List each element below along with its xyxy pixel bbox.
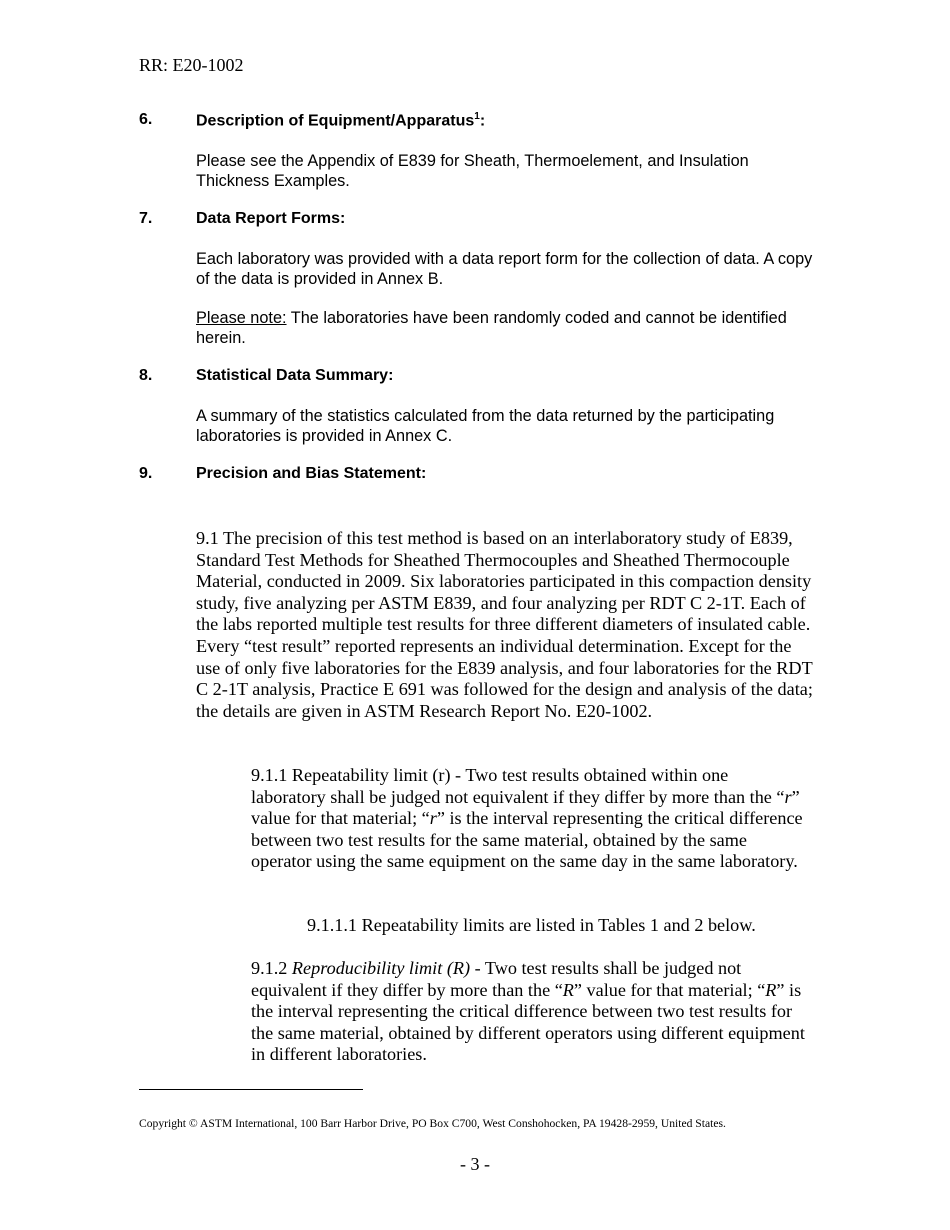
note-body: The laboratories have been randomly coded and cannot be identified herein. — [196, 309, 787, 347]
p912-part3: ” is the interval representing the critical difference between two test results for the same material, obtained by different operators using different equipment in different laboratories. — [251, 979, 805, 1065]
section-6-title-text: Description of Equipment/Apparatus — [196, 112, 475, 130]
p912-num: 9.1.2 — [251, 958, 292, 978]
p911-part3: ” is the interval representing the critical difference between two test results for the same material, obtained by the same operator using the same equipment on the same day in the same laboratory. — [251, 808, 803, 872]
p912-part2: ” value for that material; “ — [573, 979, 766, 1000]
note-label: Please note: — [196, 309, 287, 327]
report-id-header: RR: E20-1002 — [139, 55, 244, 75]
paragraph-9-1-1 — [251, 765, 806, 873]
section-8-body: A summary of the statistics calculated from the data returned by the participating laboratories is provided in Annex C. — [196, 407, 775, 445]
section-6-body: Please see the Appendix of E839 for Sheath, Thermoelement, and Insulation Thickness Examples. — [196, 152, 749, 190]
p912-sym1: R — [562, 979, 574, 1000]
section-6-title — [196, 111, 485, 130]
section-8-title: Statistical Data Summary: — [196, 367, 394, 384]
copyright-footnote: Copyright © ASTM International, 100 Barr Harbor Drive, PO Box C700, West Conshohocken, PA 19428-2959, United States. — [139, 1117, 726, 1130]
p911-part1: 9.1.1 Repeatability limit (r) - Two test results obtained within one laboratory shall be judged not equivalent if they differ by more than the “ — [251, 765, 785, 807]
p911-sym1: r — [784, 786, 792, 807]
section-7-title: Data Report Forms: — [196, 210, 346, 227]
section-8-number: 8. — [139, 367, 153, 384]
p911-part2: ” value for that material; “ — [251, 786, 800, 829]
section-6-title-colon: : — [479, 112, 486, 130]
p911-sym2: r — [429, 808, 437, 829]
footnote-marker: 1 — [474, 111, 480, 122]
p912-sym2: R — [765, 979, 777, 1000]
page-number: - 3 - — [460, 1154, 490, 1174]
section-6-number: 6. — [139, 111, 153, 128]
section-7-number: 7. — [139, 210, 153, 227]
p912-term: Reproducibility limit (R) — [291, 958, 471, 978]
section-7-body: Each laboratory was provided with a data report form for the collection of data. A copy of the data is provided in Annex B. — [196, 250, 813, 288]
section-9-number: 9. — [139, 465, 153, 482]
p912-part1: - Two test results shall be judged not equivalent if they differ by more than the “ — [251, 958, 742, 1000]
footnote-divider — [139, 1089, 363, 1090]
section-7-note — [196, 308, 816, 348]
paragraph-9-1-2 — [251, 958, 806, 1066]
paragraph-9-1-1-1: 9.1.1.1 Repeatability limits are listed in Tables 1 and 2 below. — [307, 915, 756, 935]
section-9-title: Precision and Bias Statement: — [196, 465, 427, 482]
paragraph-9-1: 9.1 The precision of this test method is based on an interlaboratory study of E839, Standard Test Methods for Sheathed Thermocouples and Sheathed Thermocouple Material, conducted in 2009. Six laboratories participated in this compaction density study, five analyzing per ASTM E839, and four analyzing per RDT C 2-1T. Each of the labs reported multiple test results for three different diameters of insulated cable. Every “test result” reported represents an individual determination. Except for the use of only five laboratories for the E839 analysis, and four laboratories for the RDT C 2-1T analysis, Practice E 691 was followed for the design and analysis of the data; the details are given in ASTM Research Report No. E20-1002. — [196, 528, 813, 721]
